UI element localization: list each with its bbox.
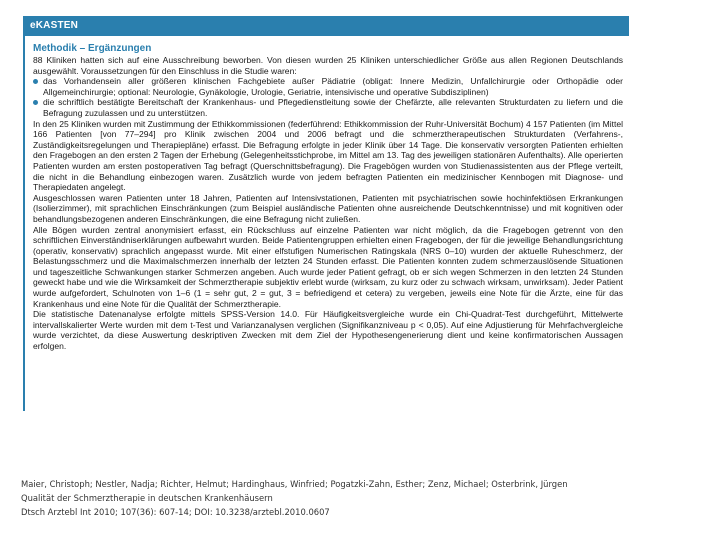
body-paragraph: Die statistische Datenanalyse erfolgte mittels SPSS-Version 14.0. Für Häufigkeitsvergleiche wurde ein Chi-Quadrat-Test durchgeführt, Mittelwerte intervallskalierter Werte wurden mit dem t-Test und Varianzanalysen verglichen (Signifikanzniveau p < 0,05). Auf eine Adjustierung für Mehrfachvergleiche wurde verzichtet, da diese Auswertung deskriptiven Zwecken mit dem Ziel der Hypothesengenerierung dient und keine konfirmatorischen Aussagen erfolgen.: [33, 309, 623, 352]
list-item: [33, 97, 623, 118]
section-title: Methodik – Ergänzungen: [33, 43, 152, 54]
citation-source: Dtsch Arztebl Int 2010; 107(36): 607-14; DOI: 10.3238/arztebl.2010.0607: [21, 507, 330, 517]
list-item-text: die schriftlich bestätigte Bereitschaft der Krankenhaus- und Pflegedienstleitung sowie der Chefärzte, alle relevanten Strukturdaten zu liefern und die Befragung zuzulassen und zu unterstützen.: [43, 97, 623, 118]
citation-title: Qualität der Schmerztherapie in deutschen Krankenhäusern: [21, 493, 273, 503]
info-box: [23, 16, 629, 411]
citation-authors: Maier, Christoph; Nestler, Nadja; Richter, Helmut; Hardinghaus, Winfried; Pogatzki-Zahn, Esther; Zenz, Michael; Osterbrink, Jürgen: [21, 479, 568, 489]
box-body: [25, 36, 629, 352]
body-paragraph: Ausgeschlossen waren Patienten unter 18 Jahren, Patienten auf Intensivstationen, Patienten mit psychiatrischen sowie hochinfektiösen Erkrankungen (Isolierzimmer), mit sprachlichen Einschränkungen (zum Beispiel ausländische Patienten ohne ausreichende Deutschkenntnisse) und mit kognitiven oder behandlungsbezogenen anderen Einschränkungen, die eine Befragung nicht zuließen.: [33, 192, 623, 224]
box-header: eKASTEN: [25, 16, 629, 36]
bullet-icon: [33, 100, 38, 105]
body-paragraph: Alle Bögen wurden zentral anonymisiert erfasst, ein Rückschluss auf einzelne Patienten war nicht möglich, da die Fragebogen getrennt von den schriftlichen Einverständniserklärungen aufbewahrt wurden. Beide Patientengruppen erhielten einen Fragebogen, der für die jeweilige Behandlungsrichtung (operativ, konservativ) sprachlich angepasst wurde. Mit einer elfstufigen Numerischen Ratingskala (NRS 0–10) wurden der aktuelle Ruheschmerz, der Belastungsschmerz und die Maximalschmerzen innerhalb der letzten 24 Stunden erfasst. Die Patienten konnten zudem schmerzauslösende Situationen und tageszeitliche Schwankungen starker Schmerzen angeben. Auch wurde jeder Patient gefragt, ob er sich wegen Schmerzen in den letzten 24 Stunden geweckt habe und wie die Wirksamkeit der Schmerztherapie subjektiv erlebt wurde (wirksam, zu kurz oder zu schwach wirksam, unwirksam). Jeder Patient wurde aufgefordert, Schulnoten von 1–6 (1 = sehr gut, 2 = gut, 3 = befriedigend et cetera) zu vergeben, jeweils eine Note für die Ärzte, eine für das Krankenhaus und eine Note für die Qualität der Schmerztherapie.: [33, 224, 623, 309]
criteria-list: [33, 76, 623, 118]
body-paragraph: In den 25 Kliniken wurden mit Zustimmung der Ethikkommissionen (federführend: Ethikkommission der Ruhr-Universität Bochum) 4 157 Patienten (im Mittel 166 Patienten [von 77–294] pro Klinik zwischen 2004 und 2006 befragt und die schmerztherapeutischen Strukturdaten (Verfahrens-, Zuständigkeitsregelungen und Therapiepläne) erfasst. Die Befragung erfolgte in jeder Klinik über 14 Tage. Die konservativ versorgten Patienten erhielten den Fragebogen an den ersten 2 Tagen der Erhebung (Gelegenheitsstichprobe, im Mittel am 13. Tag des jeweiligen stationären Aufenthalts). Alle operierten Patienten wurden am ersten postoperativen Tag befragt (Querschnittsbefragung). Die Fragebögen wurden von Studienassistenten aus der Pflege verteilt, die nicht in die Behandlung einbezogen waren. Zusätzlich wurde von jedem befragten Patienten ein medizinischer Kennbogen mit Diagnose- und Therapiedaten angelegt.: [33, 118, 623, 193]
citation: [21, 477, 701, 519]
bullet-icon: [33, 79, 38, 84]
intro-paragraph: 88 Kliniken hatten sich auf eine Ausschreibung beworben. Von diesen wurden 25 Kliniken unterschiedlicher Größe aus allen Regionen Deutschlands ausgewählt. Voraussetzungen für den Einschluss in die Studie waren:: [33, 55, 623, 76]
list-item-text: das Vorhandensein aller größeren klinischen Fachgebiete außer Pädiatrie (obligat: Innere Medizin, Unfallchirurgie oder Orthopädie oder Allgemeinchirurgie; optional: Neurologie, Gynäkologie, Urologie, Geriatrie, intensivische und operative Subdisziplinen): [43, 76, 623, 97]
list-item: [33, 76, 623, 97]
